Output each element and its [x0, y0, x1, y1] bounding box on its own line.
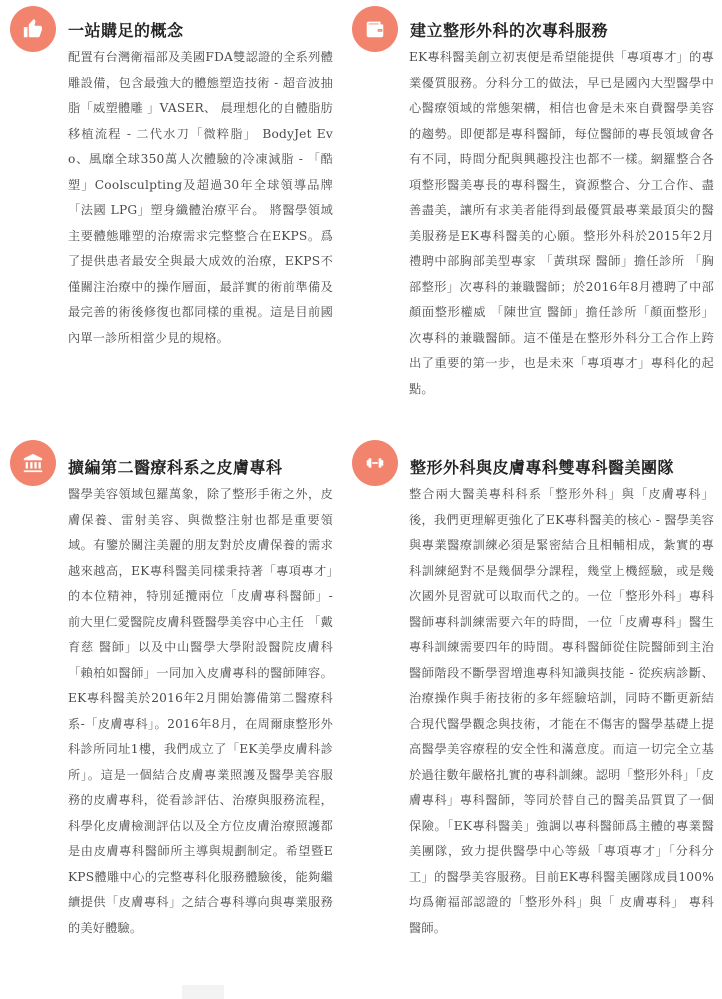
- thumbs-up-icon: [22, 18, 44, 40]
- section-1-icon-badge: [10, 6, 56, 52]
- section-3-icon-badge: [10, 440, 56, 486]
- section-4-icon-badge: [352, 440, 398, 486]
- section-4-body: 整合兩大醫美專科科系「整形外科」與「皮膚專科」後，我們更理解更強化了EK專科醫美的核心 - 醫學美容與專業醫療訓練必須是緊密結合且相輔相成，紮實的專科訓練絕對不是幾個學分課程，幾堂上機經驗，或是幾次國外見習就可以取而代之的。一位「整形外科」專科醫師專科訓練需要六年的時間，一位「皮膚專科」醫生專科訓練需要四年的時間。專科醫師從住院醫師到主治醫師階段不斷學習增進專科知識與技能 - 從疾病診斷、治療操作與手術技術的多年經驗培訓，同時不斷更新結合現代醫學觀念與技術，才能在不傷害的醫學基礎上提高醫學美容療程的安全性和滿意度。而這一切完全立基於過往數年嚴格扎實的專科訓練。認明「整形外科」「皮膚專科」專科醫師，等同於替自己的醫美品質買了一個保險。「EK專科醫美」強調以專科醫師爲主體的專業醫美團隊，致力提供醫學中心等級「專項專才」「分科分工」的醫學美容服務。目前EK專科醫美團隊成員100%均爲衛福部認證的「整形外科」與「 皮膚專科」 專科醫師。: [409, 487, 714, 935]
- section-2-title: 建立整形外科的次專科服務: [410, 21, 609, 40]
- section-3-title: 擴編第二醫療科系之皮膚專科: [68, 458, 283, 477]
- section-1-title: 一站購足的概念: [68, 21, 184, 40]
- section-2-icon-badge: [352, 6, 398, 52]
- wallet-icon: [364, 18, 386, 40]
- section-3-body: 醫學美容領域包羅萬象，除了整形手術之外，皮膚保養、雷射美容、與微整注射也都是重要領域。有鑒於關注美麗的朋友對於皮膚保養的需求越來越高，EK專科醫美同樣秉持著「專項專才」的本位精神，特別延攬兩位「皮膚專科醫師」- 前大里仁愛醫院皮膚科暨醫學美容中心主任 「戴育慈 醫師」以及中山醫學大學附設醫院皮膚科 「賴柏如醫師」一同加入皮膚專科的醫師陣容。EK專科醫美於2016年2月開始籌備第二醫療科系-「皮膚專科」。2016年8月，在周爾康整形外科診所同址1樓，我們成立了「EK美學皮膚科診所」。這是一個結合皮膚專業照護及醫學美容服務的皮膚專科，從看診評估、治療與服務流程，科學化皮膚檢測評估以及全方位皮膚治療照護都是由皮膚專科醫師所主導與規劃制定。希望暨EKPS體雕中心的完整專科化服務體驗後，能夠繼續提供「皮膚專科」之結合專科導向與專業服務的美好體驗。: [68, 487, 333, 935]
- section-2-body: EK專科醫美創立初衷便是希望能提供「專項專才」的專業優質服務。分科分工的做法，早已是國內大型醫學中心醫療領域的常態架構，相信也會是未來自費醫學美容的趨勢。即便都是專科醫師，每位醫師的專長領域會各有不同，時間分配與興趣投注也都不一樣。網羅整合各項整形醫美專長的專科醫生，資源整合、分工合作、盡善盡美，讓所有求美者能得到最優質最專業最頂尖的醫美服務是EK專科醫美的心願。整形外科於2015年2月禮聘中部胸部美型專家 「黃琪琛 醫師」擔任診所 「胸部整形」次專科的兼職醫師；於2016年8月禮聘了中部顏面整形權威 「陳世宣 醫師」擔任診所「顏面整形」次專科的兼職醫師。這不僅是在整形外科分工合作上跨出了重要的第一步，也是未來「專項專才」專科化的起點。: [409, 50, 714, 396]
- section-1-body: 配置有台灣衛福部及美國FDA雙認證的全系列體雕設備，包含最強大的體態塑造技術 - 超音波抽脂「威塑體雕 」VASER、 晨理想化的自體脂肪移植流程 - 二代水刀「微粹脂」 BodyJet Evo、風靡全球350萬人次體驗的冷凍減脂 - 「酷塑」Coolsculpting及超過30年全球領導品牌「法國 LPG」塑身纖體治療平台。 將醫學領域主要體態雕塑的治療需求完整整合在EKPS。爲了提供患者最安全與最大成效的治療，EKPS不僅關注治療中的操作層面，最詳實的術前準備及最完善的術後修復也都同樣的重視。這是目前國內單一診所相當少見的規格。: [68, 50, 333, 345]
- dumbbell-icon: [364, 452, 386, 474]
- bank-icon: [22, 452, 44, 474]
- section-4-title: 整形外科與皮膚專科雙專科醫美團隊: [410, 458, 675, 477]
- bottom-fragment: [182, 985, 224, 999]
